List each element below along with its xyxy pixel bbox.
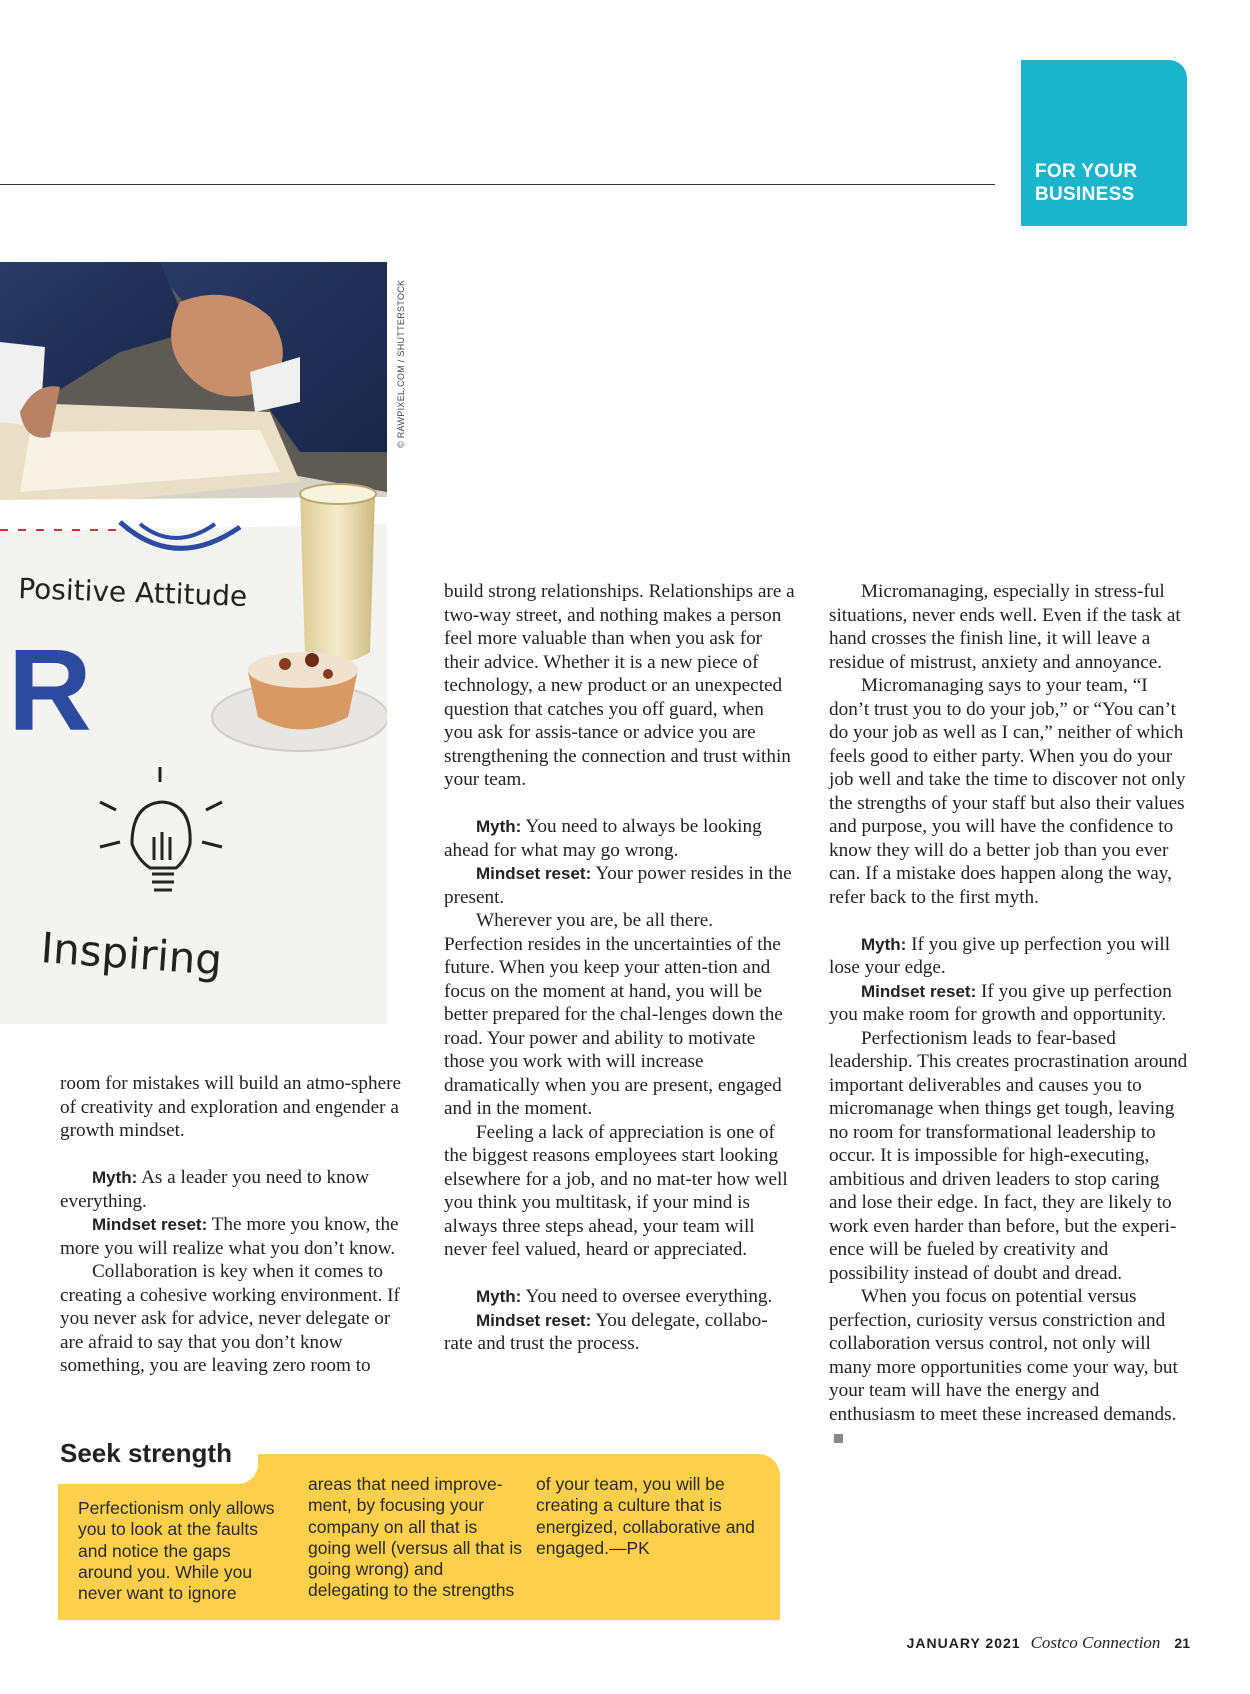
paragraph-gap xyxy=(444,1262,796,1286)
paragraph-text: Micromanaging, especially in stress-ful situations, never ends well. Even if the task at hand crosses the finish line, it will leave a residue of mistrust, anxiety and annoyance. xyxy=(829,581,1181,673)
paragraph-label: Mindset reset: xyxy=(476,864,592,883)
paragraph-text: As a leader you need to know everything. xyxy=(60,1167,370,1212)
paragraph-text: room for mistakes will build an atmo-sphere of creativity and exploration and engender a growth mindset. xyxy=(60,1073,402,1141)
paragraph-text: Perfectionism leads to fear-based leadership. This creates procrastination around important deliverables and causes you to micromanage when things get tough, leaving no room for transformational leadership to occur. It is impossible for high-executing, ambitious and driven leaders to stop caring and lose their edge. In fact, they are likely to work even harder than before, but the experi-ence will be fueled by creativity and possibility instead of doubt and dread. xyxy=(829,1027,1188,1284)
article-column-2 xyxy=(444,580,796,1356)
paragraph-label: Myth: xyxy=(92,1168,138,1187)
seek-strength-sidebar xyxy=(58,1438,780,1620)
paragraph-text: build strong relationships. Relationships are a two-way street, and nothing makes a person feel more valuable than when you ask for their advice. Whether it is a new piece of technology, a new product or an unexpected question that catches you off guard, when you ask for assis-tance or advice you are strengthening the connection and trust within your team. xyxy=(444,581,795,790)
body-paragraph xyxy=(60,1260,412,1378)
mindset-reset-paragraph xyxy=(444,1309,796,1356)
sidebar-text-2: areas that need improve-ment, by focusing your company on all that is going well (versus all that is going wrong) and delegating to the strengths xyxy=(308,1474,522,1601)
mindset-reset-paragraph xyxy=(829,980,1189,1027)
paragraph-text: When you focus on potential versus perfection, curiosity versus constriction and collaboration versus control, not only will many more opportunities come your way, but your team will have the energy and enthusiasm to meet these increased demands. xyxy=(829,1286,1178,1425)
body-paragraph xyxy=(829,580,1189,674)
paragraph-text: If you give up perfection you make room for growth and opportunity. xyxy=(829,980,1172,1025)
footer-magazine: Costco Connection xyxy=(1030,1633,1161,1652)
paragraph-label: Mindset reset: xyxy=(92,1215,208,1234)
paragraph-text: You delegate, collabo-rate and trust the process. xyxy=(444,1309,768,1354)
sidebar-text-3: of your team, you will be creating a culture that is energized, collaborative and engaged.—PK xyxy=(536,1474,755,1558)
body-paragraph xyxy=(444,909,796,1121)
body-paragraph xyxy=(829,674,1189,909)
paragraph-text: Wherever you are, be all there. Perfection resides in the uncertainties of the future. When you keep your atten-tion and focus on the moment at hand, you will be better prepared for the chal-lenges down the road. Your power and ability to motivate those you work with will increase dramatically when you are present, engaged and in the moment. xyxy=(444,910,783,1119)
sidebar-title-tab xyxy=(58,1438,258,1484)
paragraph-text: Collaboration is key when it comes to creating a cohesive working environment. If you never ask for advice, never delegate or are afraid to say that you don’t know something, you are leaving zero room to xyxy=(60,1261,400,1376)
page-footer xyxy=(907,1633,1190,1653)
myth-paragraph xyxy=(829,933,1189,980)
paragraph-label: Myth: xyxy=(476,1287,522,1306)
paragraph-label: Mindset reset: xyxy=(861,981,977,1001)
sidebar-title: Seek strength xyxy=(60,1438,232,1468)
page-number: 21 xyxy=(1174,1635,1190,1651)
body-paragraph xyxy=(444,580,796,792)
myth-paragraph xyxy=(444,815,796,862)
inspiring-text: Inspiring xyxy=(39,923,224,985)
paragraph-gap xyxy=(444,792,796,816)
mindset-reset-paragraph xyxy=(60,1213,412,1260)
r-letter: R xyxy=(8,625,92,755)
paragraph-label: Myth: xyxy=(861,934,907,954)
section-tab xyxy=(1021,60,1187,226)
notebook-illustration xyxy=(0,262,387,1024)
photo-credit: © RAWPIXEL.COM / SHUTTERSTOCK xyxy=(396,279,406,448)
paragraph-text: You need to always be looking ahead for what may go wrong. xyxy=(444,816,762,861)
paragraph-text: Your power resides in the present. xyxy=(444,863,792,908)
paragraph-label: Mindset reset: xyxy=(476,1310,592,1330)
paragraph-label: Myth: xyxy=(476,817,522,836)
myth-paragraph xyxy=(444,1285,796,1309)
paragraph-text: The more you know, the more you will realize what you don’t know. xyxy=(60,1214,399,1259)
footer-date: JANUARY 2021 xyxy=(906,1635,1021,1651)
body-paragraph xyxy=(60,1072,412,1143)
paragraph-gap xyxy=(60,1143,412,1167)
body-paragraph xyxy=(829,1285,1189,1450)
end-mark-icon xyxy=(834,1434,843,1443)
paragraph-gap xyxy=(829,909,1189,933)
sidebar-text-1: Perfectionism only allows you to look at the faults and notice the gaps around you. While you never want to ignore xyxy=(78,1498,275,1604)
paragraph-text: If you give up perfection you will lose your edge. xyxy=(829,933,1171,978)
paragraph-text: Feeling a lack of appreciation is one of the biggest reasons employees start looking elsewhere for a job, and no mat-ter how well you think you multitask, if your mind is always three steps ahead, your team will never feel valued, heard or appreciated. xyxy=(444,1121,788,1260)
body-paragraph xyxy=(444,1121,796,1262)
myth-paragraph xyxy=(60,1166,412,1213)
mindset-reset-paragraph xyxy=(444,862,796,909)
article-column-3 xyxy=(829,580,1189,1450)
body-paragraph xyxy=(829,1027,1189,1286)
paragraph-text: Micromanaging says to your team, “I don’t trust you to do your job,” or “You can’t do your job as well as I can,” neither of which feels good to either party. When you do your job well and take the time to discover not only the strengths of your staff but also their values and purpose, you will have the confidence to know they will do a better job than you ever can. If a mistake does happen along the way, refer back to the first myth. xyxy=(829,675,1186,908)
article-photo xyxy=(0,262,387,1024)
positive-attitude-text: Positive Attitude xyxy=(17,572,248,613)
header-rule xyxy=(0,184,995,185)
paragraph-text: You need to oversee everything. xyxy=(521,1286,773,1307)
section-tab-label: FOR YOUR BUSINESS xyxy=(1035,161,1138,205)
article-column-1 xyxy=(60,1072,412,1378)
